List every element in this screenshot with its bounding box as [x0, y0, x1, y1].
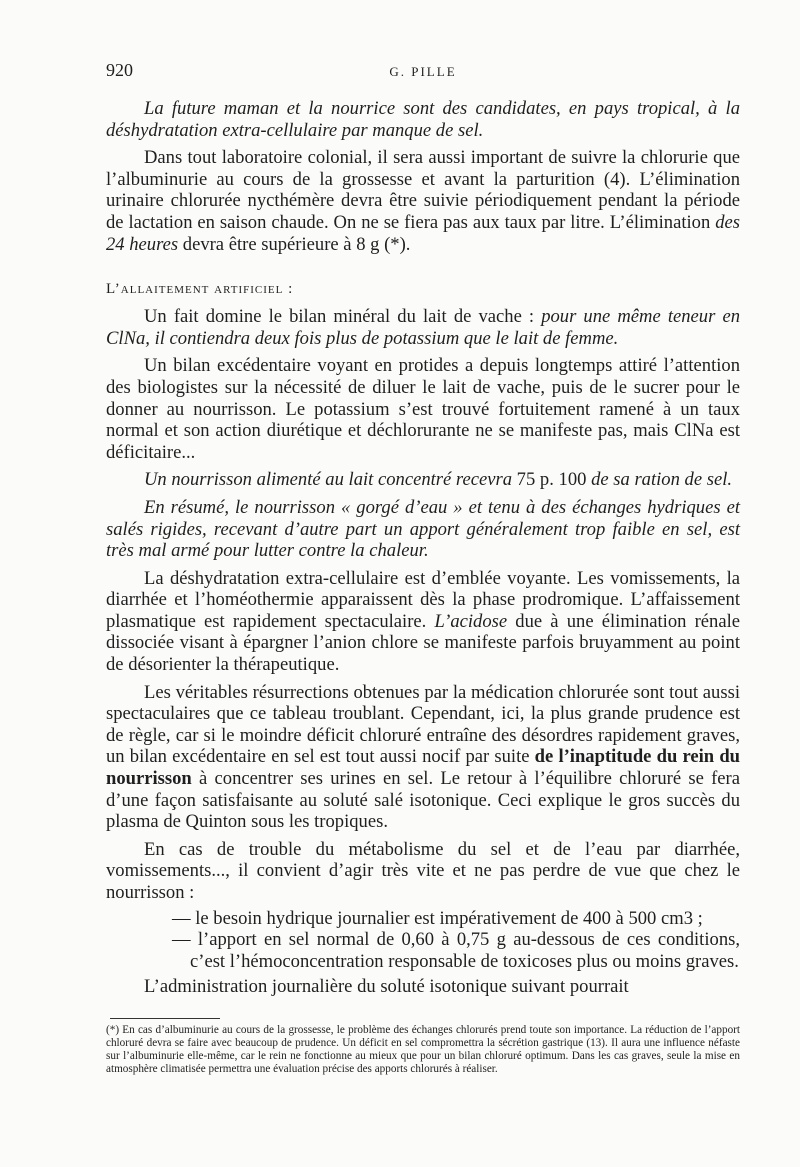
- paragraph-4: Un bilan excédentaire voyant en protides a depuis longtemps attiré l’attention des biologistes sur la nécessité de diluer le lait de vache, puis de le sucrer pour le donner au nourrisson. Le potassium s’est trouvé fortuitement ramené à un taux normal et son action diurétique et déchlorurante ne se manifeste pas, mais ClNa est déficitaire...: [106, 355, 740, 463]
- list-item-2: — l’apport en sel normal de 0,60 à 0,75 g au-dessous de ces conditions, c’est l’hémoconcentration responsable de toxicoses plus ou moins graves.: [172, 929, 740, 972]
- running-title: G. PILLE: [389, 64, 457, 79]
- paragraph-5-part-b: 75 p. 100: [512, 469, 592, 491]
- paragraph-7: [106, 568, 740, 676]
- paragraph-2-part-c: devra être supérieure à 8 g (*).: [178, 233, 411, 255]
- paragraph-5-part-a: Un nourrisson alimenté au lait concentré recevra: [144, 469, 513, 491]
- paragraph-7-part-c: due à une élimination rénale dissociée visant à épargner l’anion chlore se manifeste parfois bruyamment au point de désorienter la thérapeutique.: [106, 610, 740, 676]
- paragraph-5-part-c: de sa ration de sel.: [591, 469, 733, 491]
- paragraph-3: [106, 306, 740, 349]
- paragraph-1: [106, 98, 740, 141]
- footnote-rule: [110, 1018, 220, 1019]
- paragraph-8-part-b: de l’inaptitude du rein du nourrisson: [106, 746, 740, 790]
- paragraph-8-part-c: à concentrer ses urines en sel. Le retour à l’équilibre chloruré se fera d’une façon satisfaisante au soluté salé isotonique. Ceci explique le gros succès du plasma de Quinton sous les tropiques.: [106, 768, 740, 833]
- list-item-1: — le besoin hydrique journalier est impérativement de 400 à 500 cm3 ;: [172, 907, 703, 929]
- paragraph-8: [106, 682, 740, 833]
- paragraph-2-part-b: des 24 heures: [106, 211, 740, 255]
- paragraph-3-part-a: Un fait domine le bilan minéral du lait de vache :: [144, 306, 542, 328]
- requirements-list: [106, 908, 740, 973]
- footnote: [106, 1024, 740, 1076]
- paragraph-7-part-a: La déshydratation extra-cellulaire est d’emblée voyante. Les vomissements, la diarrhée et l’homéothermie apparaissent dès la phase prodromique. L’affaissement plasmatique est rapidement spectaculaire.: [106, 567, 740, 632]
- paragraph-5: [106, 469, 740, 491]
- paragraph-10: L’administration journalière du soluté isotonique suivant pourrait: [144, 976, 629, 998]
- page-header: [106, 60, 740, 90]
- paragraph-8-part-a: Les véritables résurrections obtenues par la médication chlorurée sont tout aussi spectaculaires que ce tableau troublant. Cependant, ici, la plus grande prudence est de règle, car si le moindre déficit chloruré entraîne des désordres rapidement graves, un bilan excédentaire en sel est tout aussi nocif par suite: [106, 681, 740, 768]
- body-text: [106, 98, 740, 998]
- paragraph-7-part-b: L’acidose: [434, 610, 508, 632]
- paragraph-6: [106, 497, 740, 562]
- paragraph-2: [106, 147, 740, 255]
- section-title: L’allaitement artificiel :: [106, 281, 294, 298]
- paragraph-1-text: La future maman et la nourrice sont des candidates, en pays tropical, à la déshydratation extra-cellulaire par manque de sel.: [106, 98, 740, 141]
- paragraph-2-part-a: Dans tout laboratoire colonial, il sera aussi important de suivre la chlorurie que l’albuminurie au cours de la grossesse et avant la parturition (4). L’élimination urinaire chlorurée nycthémère devra être suivie périodiquement pendant la période de lactation en saison chaude. On ne se fiera pas aux taux par litre. L’élimination: [106, 147, 740, 233]
- page-number: 920: [106, 60, 133, 80]
- paragraph-6-text: En résumé, le nourrisson « gorgé d’eau » et tenu à des échanges hydriques et salés rigides, recevant d’autre part un apport généralement trop faible en sel, est très mal armé pour lutter contre la chaleur.: [106, 496, 740, 562]
- paragraph-3-part-b: pour une même teneur en ClNa, il contiendra deux fois plus de potassium que le lait de femme.: [106, 306, 740, 349]
- paragraph-9: En cas de trouble du métabolisme du sel et de l’eau par diarrhée, vomissements..., il convient d’agir très vite et ne pas perdre de vue que chez le nourrisson :: [106, 838, 740, 903]
- footnote-text: (*) En cas d’albuminurie au cours de la grossesse, le problème des échanges chlorurés prend toute son importance. La réduction de l’apport chloruré devra se faire avec beaucoup de prudence. Un déficit en sel compromettra la sécrétion gastrique (13). Il aura une influence néfaste sur l’albuminurie elle-même, car le rein ne fonctionne au mieux que pour un bilan chloruré optimum. Dans les cas graves, seule la mise en atmosphère climatisée permettra une évaluation précise des apports chlorurés à réaliser.: [106, 1024, 740, 1075]
